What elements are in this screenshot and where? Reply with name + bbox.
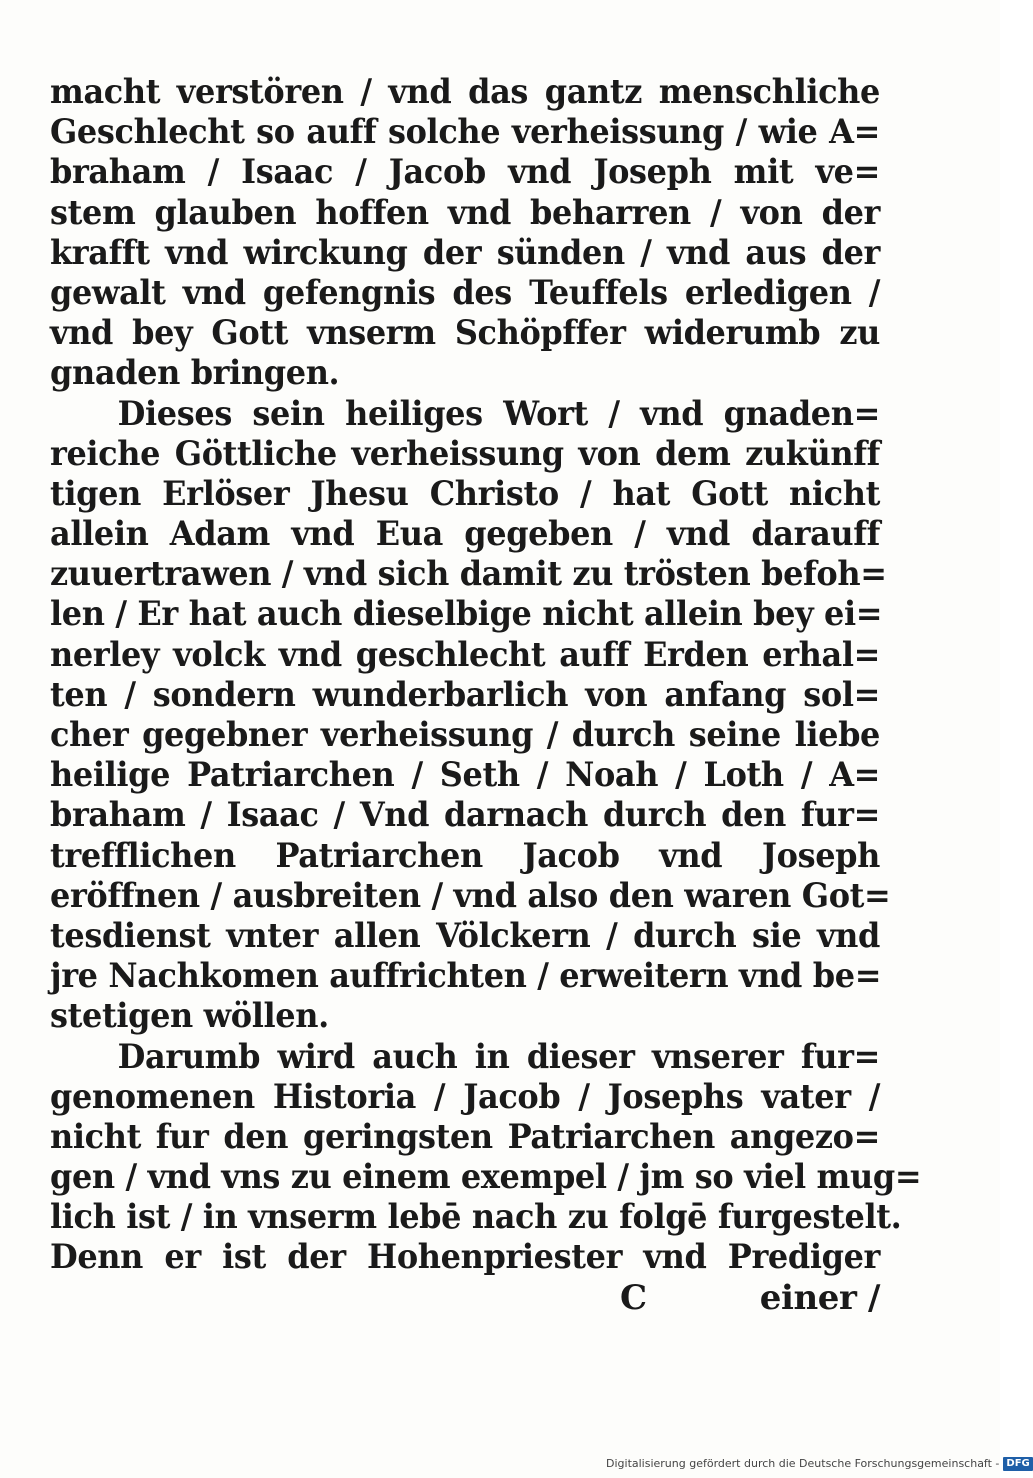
page-text bbox=[50, 72, 922, 1318]
text-line-21: eröffnen / ausbreiten / vnd also den waren Got= bbox=[50, 875, 891, 916]
text-line-27: nicht fur den geringsten Patriarchen angezo= bbox=[50, 1116, 881, 1157]
text-line-14: len / Er hat auch dieselbige nicht allein bey ei= bbox=[50, 594, 883, 635]
text-line-19: braham / Isaac / Vnd darnach durch den fur= bbox=[50, 795, 881, 836]
text-line-23: jre Nachkomen auffrichten / erweitern vnd be= bbox=[50, 956, 882, 997]
text-line-13: zuuertrawen / vnd sich damit zu trösten befoh= bbox=[50, 554, 887, 595]
text-line-4: stem glauben hoffen vnd beharren / von der bbox=[50, 192, 881, 233]
digitization-footer bbox=[606, 1455, 1030, 1473]
text-line-7: vnd bey Gott vnserm Schöpffer widerumb zu bbox=[50, 313, 881, 354]
text-line-6: gewalt vnd gefengnis des Teuffels erledigen / bbox=[50, 272, 881, 313]
text-line-9: Dieses sein heiliges Wort / vnd gnaden= bbox=[117, 393, 881, 434]
text-line-24: stetigen wöllen. bbox=[50, 996, 329, 1037]
text-line-28: gen / vnd vns zu einem exempel / jm so viel mug= bbox=[50, 1157, 922, 1198]
text-line-8: gnaden bringen. bbox=[50, 353, 340, 394]
text-line-30: Denn er ist der Hohenpriester vnd Prediger bbox=[50, 1237, 881, 1278]
text-line-2: Geschlecht so auff solche verheissung / wie A= bbox=[50, 112, 881, 153]
text-line-17: cher gegebner verheissung / durch seine liebe bbox=[50, 715, 881, 755]
text-line-20: trefflichen Patriarchen Jacob vnd Joseph bbox=[50, 835, 881, 876]
text-line-11: tigen Erlöser Jhesu Christo / hat Gott nicht bbox=[50, 473, 881, 514]
text-line-10: reiche Göttliche verheissung von dem zukünff bbox=[50, 433, 881, 474]
text-line-15: nerley volck vnd geschlecht auff Erden erhal= bbox=[50, 634, 881, 675]
text-line-18: heilige Patriarchen / Seth / Noah / Loth / A= bbox=[50, 755, 881, 796]
dfg-logo-icon: DFG bbox=[1003, 1457, 1032, 1471]
catchword: einer / bbox=[759, 1277, 880, 1318]
text-line-26: genomenen Historia / Jacob / Josephs vater / bbox=[50, 1076, 881, 1117]
signature-catchword-line bbox=[50, 1278, 880, 1318]
text-line-5: krafft vnd wirckung der sünden / vnd aus der bbox=[50, 232, 881, 273]
signature-mark: C bbox=[620, 1277, 647, 1318]
text-line-25: Darumb wird auch in dieser vnserer fur= bbox=[117, 1036, 881, 1077]
text-line-3: braham / Isaac / Jacob vnd Joseph mit ve= bbox=[50, 152, 881, 193]
text-line-29: lich ist / in vnserm lebē nach zu folgē furgestelt. bbox=[50, 1197, 902, 1238]
footer-text: Digitalisierung gefördert durch die Deutsche Forschungsgemeinschaft - bbox=[606, 1457, 1000, 1470]
text-line-16: ten / sondern wunderbarlich von anfang sol= bbox=[50, 674, 881, 715]
text-line-1: macht verstören / vnd das gantz menschliche bbox=[50, 72, 881, 112]
text-line-22: tesdienst vnter allen Völckern / durch sie vnd bbox=[50, 915, 881, 956]
text-line-12: allein Adam vnd Eua gegeben / vnd darauff bbox=[50, 514, 881, 555]
